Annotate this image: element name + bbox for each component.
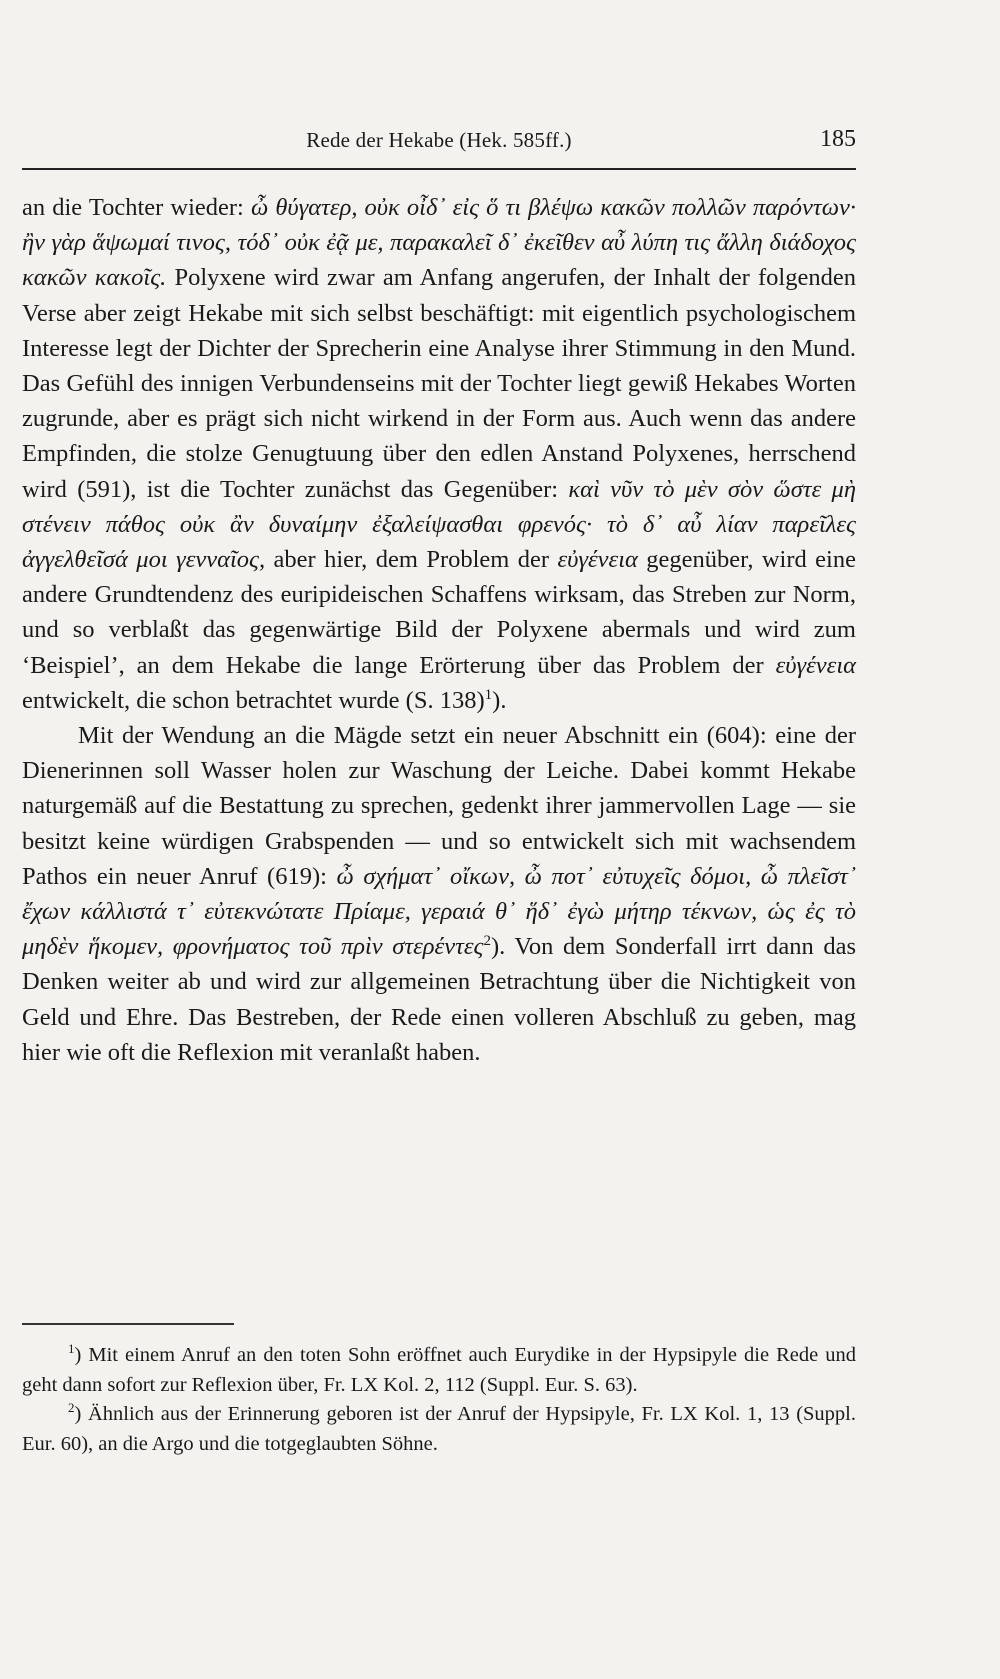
greek-quotation: ὦ σχήματ᾽ οἴκων, ὦ ποτ᾽ εὐτυχεῖς δόμοι, ὦ πλεῖστ᾽ ἔχων κάλλιστά τ᾽ εὐτεκνώτατε Πρίαμε, γεραιά θ᾽ ἥδ᾽ ἐγὼ μήτηρ τέκνων, ὡς ἐς τὸ μηδὲν ἥκομεν, φρονήματος τοῦ πρὶν στερέντες [22,862,856,961]
footnote-text: ) Ähnlich aus der Erinnerung geboren ist der Anruf der Hypsipyle, Fr. LX Kol. 1, 13 (Suppl. Eur. 60), an die Argo und die totgeglaubten Söhne. [22,1403,856,1455]
footnotes [22,1341,856,1459]
text-span: gegenüber, wird eine andere Grundtendenz des euripideischen Schaffens wirksam, das Streben zur Norm, und so verblaßt das gegenwärtige Bild der Polyxene abermals und wird zum ‘Beispiel’, an dem Hekabe die lange Erörterung über das Problem der [22,546,856,679]
footnote-1 [22,1341,856,1400]
footnote-mark: 2 [68,1400,75,1416]
footnote-reference[interactable]: 2 [483,933,491,950]
text-span: entwickelt, die schon betrachtet wurde (S. 138) [22,686,485,714]
footnote-mark: 1 [68,1341,75,1357]
text-span: . [500,686,507,714]
greek-term: εὐγένεια [557,546,638,574]
footnote-2 [22,1400,856,1459]
text-span: aber hier, dem Problem der [265,546,558,574]
text-span: Polyxene wird zwar am Anfang angerufen, der Inhalt der folgenden Verse aber zeigt Hekabe mit sich selbst beschäftigt: mit eigentlich psychologischem Interesse legt der Dichter der Sprecherin eine Analyse ihrer Stimmung in den Mund. Das Gefühl des innigen Verbundenseins mit der Tochter liegt gewiß Hekabes Worten zugrunde, aber es prägt sich nicht wirkend in der Form aus. Auch wenn das andere Empfinden, die stolze Genugtuung über den edlen Anstand Polyxenes, herrschend wird (591), ist die Tochter zunächst das Gegenüber: [22,264,856,503]
text-span: ). Von dem Sonderfall irrt dann das Denken weiter ab und wird zur allgemeinen Betrachtung über die Nichtigkeit von Geld und Ehre. Das Bestreben, der Rede einen volleren Abschluß zu geben, mag hier wie oft die Reflexion mit veranlaßt haben. [22,933,856,1066]
page-header [22,128,856,166]
text-span: Mit der Wendung an die Mägde setzt ein neuer Abschnitt ein (604): eine der Dienerinnen soll Wasser holen zur Waschung der Leiche. Dabei kommt Hekabe naturgemäß auf die Bestattung zu sprechen, gedenkt ihrer jammervollen Lage — sie besitzt keine würdigen Grabspenden — und so entwickelt sich mit wachsendem Pathos ein neuer Anruf (619): [22,722,856,890]
paragraph-2 [22,718,856,1070]
footnote-text: ) Mit einem Anruf an den toten Sohn eröffnet auch Eurydike in der Hypsipyle die Rede und geht dann sofort zur Reflexion über, Fr. LX Kol. 2, 112 (Suppl. Eur. S. 63). [22,1344,856,1396]
body-text [22,190,856,1070]
footnote-reference[interactable]: 1 [484,686,493,703]
greek-quotation: ὦ θύγατερ, οὐκ οἶδ᾽ εἰς ὅ τι βλέψω κακῶν πολλῶν παρόντων· ἢν γὰρ ἅψωμαί τινος, τόδ᾽ οὐκ ἐᾷ με, παρακαλεῖ δ᾽ ἐκεῖθεν αὖ λύπη τις ἄλλη διάδοχος κακῶν κακοῖς. [22,194,856,292]
greek-quotation: καὶ νῦν τὸ μὲν σὸν ὥστε μὴ στένειν πάθος οὐκ ἂν δυναίμην ἐξαλείψασθαι φρενός· τὸ δ᾽ αὖ λίαν παρεῖλες ἀγγελθεῖσά μοι γενναῖος, [22,475,856,574]
paragraph-1: an die Tochter wieder: ὦ θύγατερ, οὐκ οἶδ᾽ εἰς ὅ τι βλέψω κακῶν πολλῶν παρόντων· ἢν γὰρ ἅψωμαί τινος, τόδ᾽ οὐκ ἐᾷ με, παρακαλεῖ δ᾽ ἐκεῖθεν αὖ λύπη τις ἄλλη διάδοχος κακῶν κακοῖς. Polyxene wird zwar am Anfang angerufen, der Inhalt der folgenden Verse aber zeigt Hekabe mit sich selbst beschäftigt: mit eigentlich psychologischem Interesse legt der Dichter der Sprecherin eine Analyse ihrer Stimmung in den Mund. Das Gefühl des innigen Verbundenseins mit der Tochter liegt gewiß Hekabes Worten zugrunde, aber es prägt sich nicht wirkend in der Form aus. Auch wenn das andere Empfinden, die stolze Genugtuung über den edlen Anstand Polyxenes, herrschend wird (591), ist die Tochter zunächst das Gegenüber: καὶ νῦν τὸ μὲν σὸν ὥστε μὴ στένειν πάθος οὐκ ἂν δυναίμην ἐξαλείψασθαι φρενός· τὸ δ᾽ αὖ λίαν παρεῖλες ἀγγελθεῖσά μοι γενναῖος, aber hier, dem Problem der εὐγένεια gegenüber, wird eine andere Grundtendenz des euripideischen Schaffens wirksam, das Streben zur Norm, und so verblaßt das gegenwärtige Bild der Polyxene abermals und wird zum ‘Beispiel’, an dem Hekabe die lange Erörterung über das Problem der εὐγένεια entwickelt, die schon betrachtet wurde (S. 138)$^1$). [22,194,856,714]
page-number: 185 [820,126,856,152]
header-rule [22,168,856,170]
footnote-rule [22,1323,234,1325]
greek-term: εὐγένεια [775,651,856,679]
text-span: an die Tochter wieder: [22,194,251,221]
running-head: Rede der Hekabe (Hek. 585ff.) [306,128,572,152]
